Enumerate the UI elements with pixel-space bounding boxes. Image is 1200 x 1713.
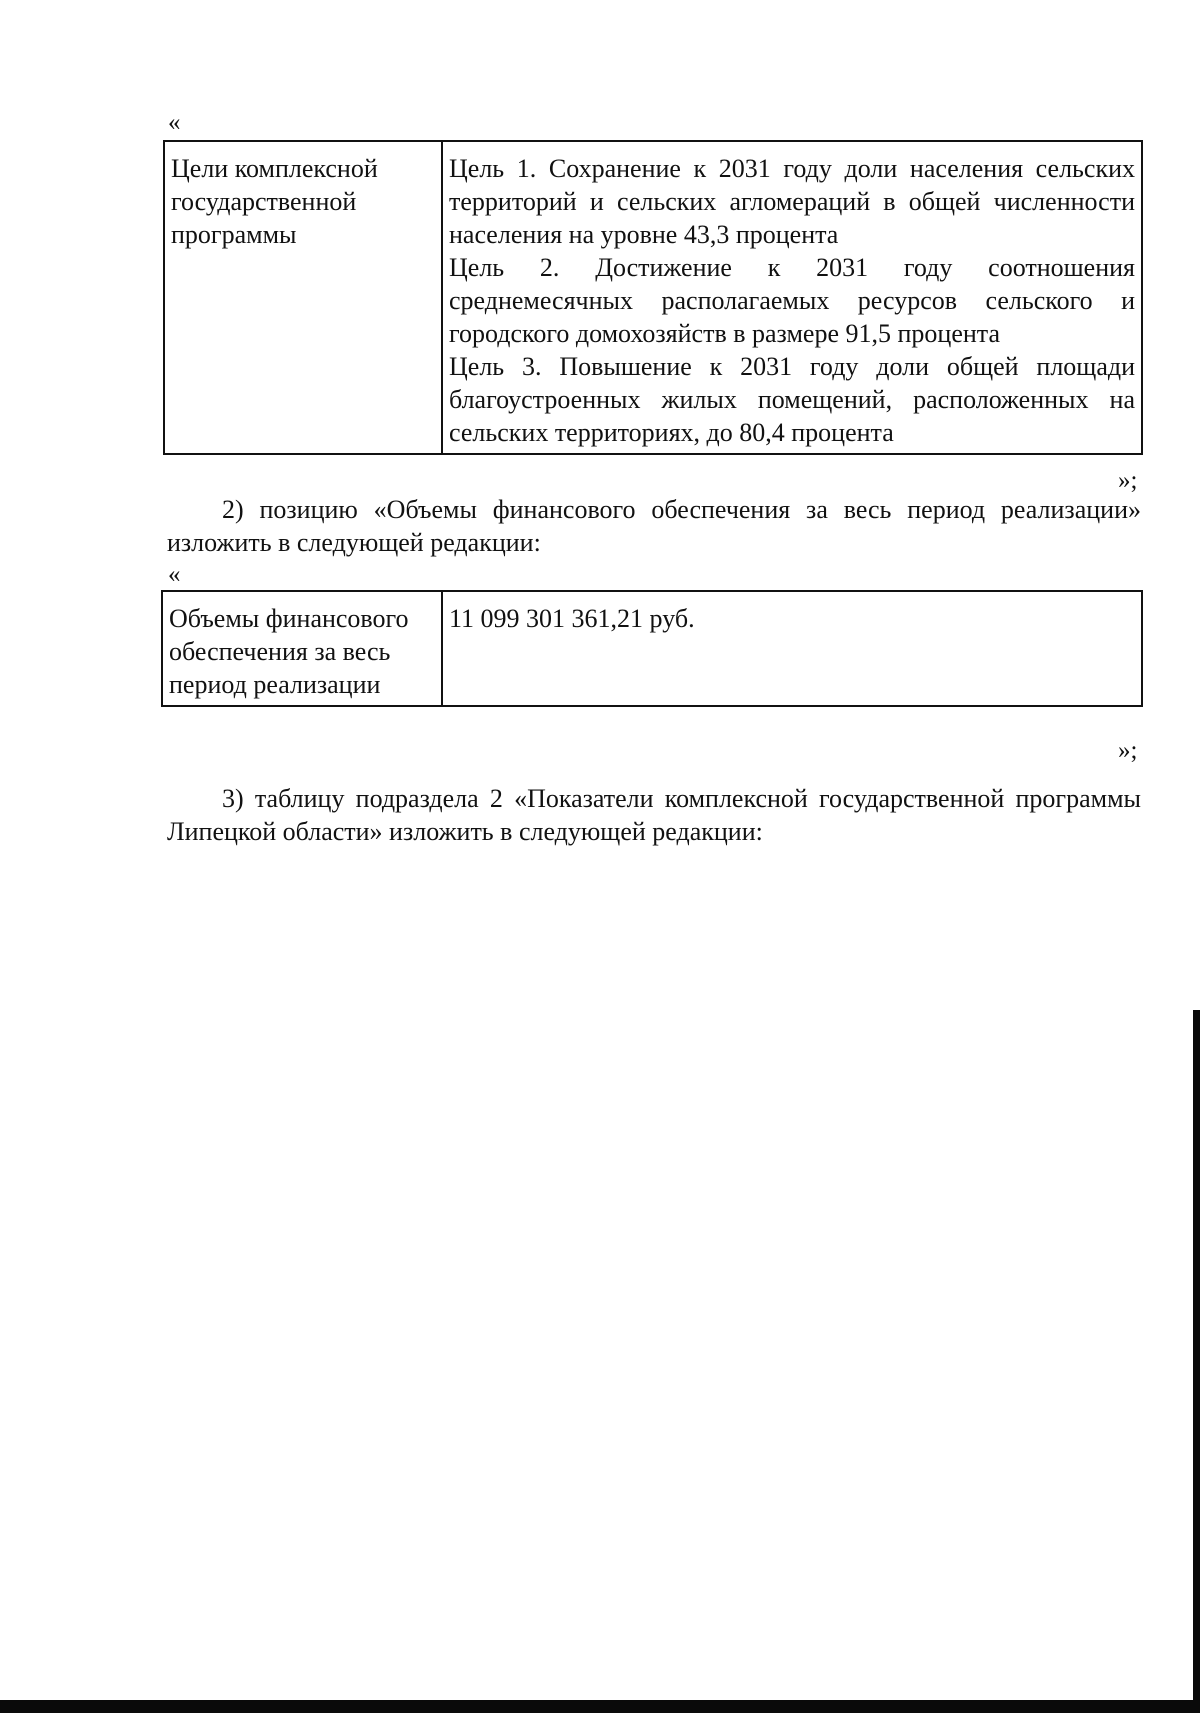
finance-value: 11 099 301 361,21 руб. [449, 604, 695, 633]
scan-edge-shadow [1193, 1010, 1200, 1700]
paragraph-2: 2) позицию «Объемы финансового обеспечения за весь период реализации» изложить в следующей редакции: [167, 495, 1141, 557]
finance-label-cell [162, 591, 442, 706]
opening-quote-mark: « [168, 109, 181, 136]
closing-quote-mark-2: »; [1118, 737, 1138, 764]
goal-1: Цель 1. Сохранение к 2031 году доли населения сельских территорий и сельских агломераций в общей численности населения на уровне 43,3 процента [449, 154, 1135, 249]
closing-quote-mark: »; [1118, 467, 1138, 494]
finance-table [161, 590, 1143, 707]
finance-value-cell [442, 591, 1142, 706]
goal-3: Цель 3. Повышение к 2031 году доли общей площади благоустроенных жилых помещений, расположенных на сельских территориях, до 80,4 процента [449, 352, 1135, 447]
goals-table [163, 140, 1143, 455]
paragraph-3: 3) таблицу подраздела 2 «Показатели комплексной государственной программы Липецкой области» изложить в следующей редакции: [167, 784, 1141, 846]
opening-quote-mark-2: « [168, 561, 181, 588]
scan-bottom-shadow [0, 1700, 1200, 1713]
goals-label-cell [164, 141, 442, 454]
finance-label: Объемы финансового обеспечения за весь период реализации [169, 604, 409, 699]
goals-label: Цели комплексной государственной программы [171, 154, 378, 249]
finance-table-row [162, 591, 1142, 706]
goals-content-cell [442, 141, 1142, 454]
goals-table-row [164, 141, 1142, 454]
goal-2: Цель 2. Достижение к 2031 году соотношения среднемесячных располагаемых ресурсов сельского и городского домохозяйств в размере 91,5 процента [449, 253, 1135, 348]
